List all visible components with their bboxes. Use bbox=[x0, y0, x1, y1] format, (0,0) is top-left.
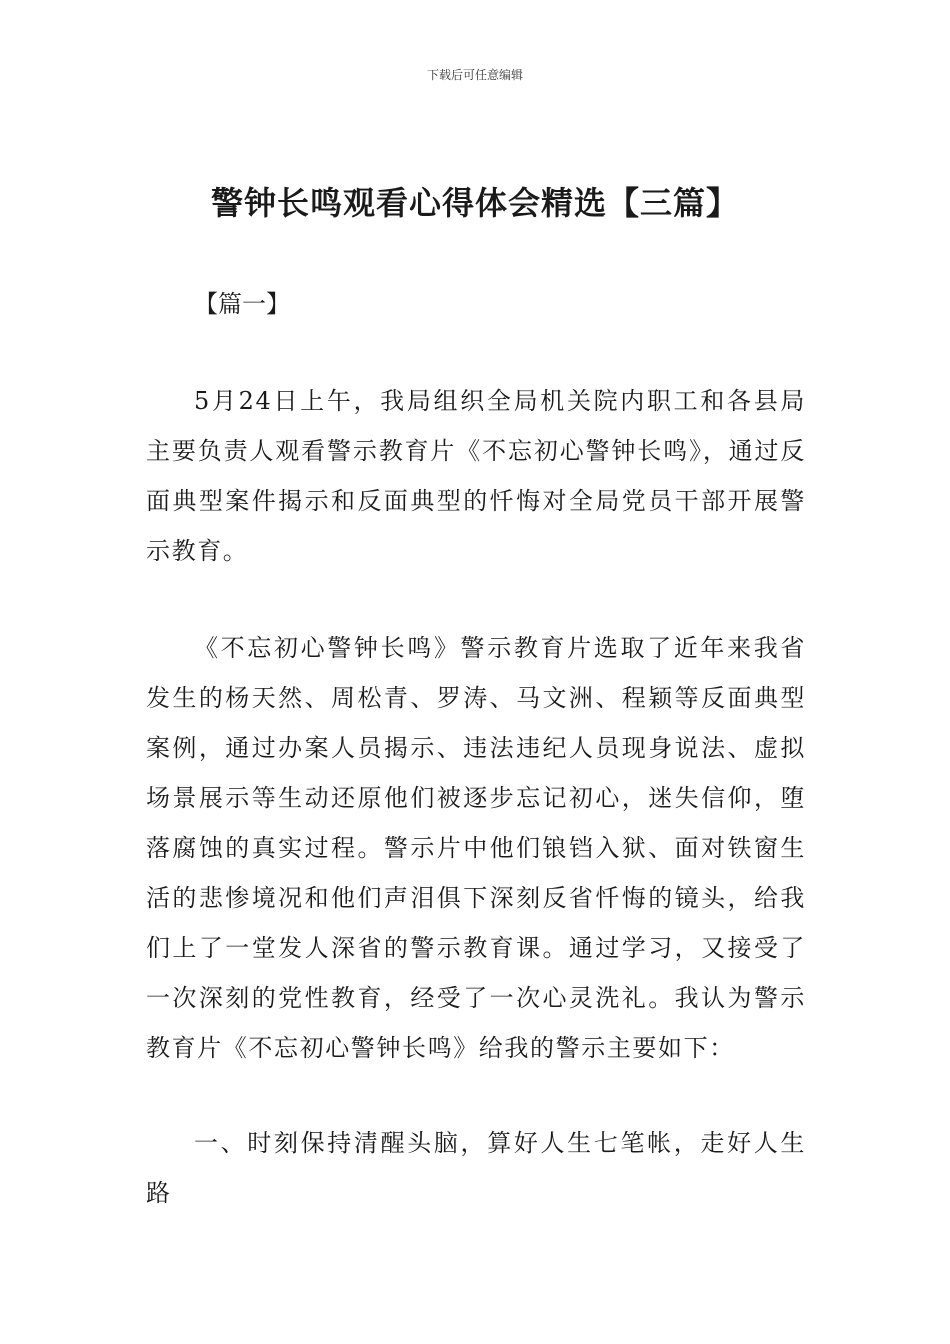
paragraph-body: 《不忘初心警钟长鸣》警示教育片选取了近年来我省发生的杨天然、周松青、罗涛、马文洲、程颖等反面典型案例，通过办案人员揭示、违法违纪人员现身说法、虚拟场景展示等生动还原他们被逐步忘记初心，迷失信仰，堕落腐蚀的真实过程。警示片中他们锒铛入狱、面对铁窗生活的悲惨境况和他们声泪俱下深刻反省忏悔的镜头，给我们上了一堂发人深省的警示教育课。通过学习，又接受了一次深刻的党性教育，经受了一次心灵洗礼。我认为警示教育片《不忘初心警钟长鸣》给我的警示主要如下： bbox=[146, 634, 806, 1062]
header-note: 下载后可任意编辑 bbox=[426, 68, 523, 82]
document-title: 警钟长鸣观看心得体会精选【三篇】 bbox=[210, 184, 739, 222]
paragraph-intro: 5月24日上午，我局组织全局机关院内职工和各县局主要负责人观看警示教育片《不忘初心警钟长鸣》，通过反面典型案件揭示和反面典型的忏悔对全局党员干部开展警示教育。 bbox=[146, 387, 806, 565]
section-label: 【篇一】 bbox=[194, 290, 290, 318]
paragraph-point-one: 一、时刻保持清醒头脑，算好人生七笔帐，走好人生路 bbox=[146, 1129, 806, 1207]
